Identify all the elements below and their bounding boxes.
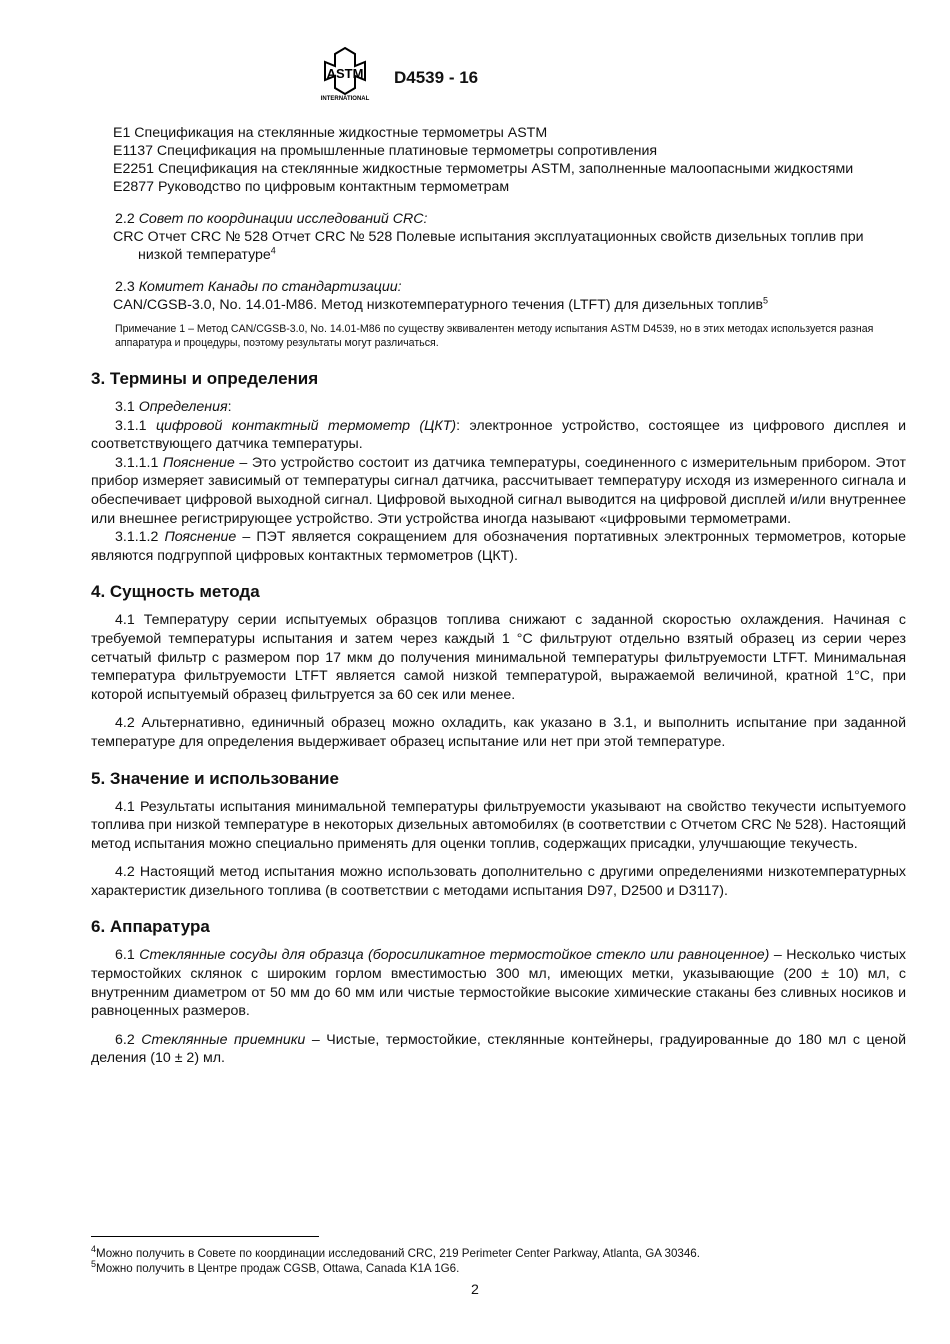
- section-6-heading: 6. Аппаратура: [91, 917, 210, 937]
- section-4-heading: 4. Сущность метода: [91, 582, 260, 602]
- astm-logo-icon: [316, 46, 374, 102]
- main-content: [91, 124, 906, 1068]
- document-id: D4539 - 16: [394, 68, 479, 87]
- para-3-1-1: [91, 417, 906, 454]
- subsection-2-3-title: [91, 278, 906, 296]
- footnote-mark-5: 5: [763, 295, 769, 306]
- footnote-divider: [91, 1236, 319, 1237]
- definition: : электронное устройство, состоящее из цифрового дисплея и соответствующего датчика температуры.: [91, 417, 907, 453]
- para-number: 3.1: [115, 399, 135, 415]
- footnote-5: [91, 1261, 906, 1276]
- para-number: 6.1: [115, 947, 135, 964]
- para-number: 3.1.1.2: [115, 529, 159, 546]
- para-title: Определения: [138, 399, 228, 415]
- para-6-2: [91, 1031, 906, 1068]
- logo-international-text: INTERNATIONAL: [320, 96, 370, 102]
- reference-e2251: E2251 Спецификация на стеклянные жидкостные термометры ASTM, заполненные малоопасными жидкостями: [113, 161, 854, 177]
- para-number: 3.1.1.1: [115, 454, 159, 471]
- footnote-mark: 4: [91, 1244, 97, 1255]
- para-5-2: 4.2 Настоящий метод испытания можно использовать дополнительно с другими определениями низкотемпературных характеристик дизельного топлива (в соответствии с методами испытания D97, D2500 и D3117).: [91, 864, 906, 899]
- reference-text: CRC Отчет CRC № 528 Отчет CRC № 528 Полевые испытания эксплуатационных свойств дизельных топлив при низкой температуре: [113, 229, 864, 263]
- note-1: Примечание 1 – Метод CAN/CGSB-3.0, No. 14.01-M86 по существу эквивалентен методу испытания ASTM D4539, но в этих методах используется разная аппаратура и процедуры, поэтому результаты могут различаться.: [115, 323, 874, 349]
- footnote-text: Можно получить в Совете по координации исследований CRC, 219 Perimeter Center Parkway, Atlanta, GA 30346.: [96, 1247, 700, 1260]
- para-text: – Чистые, термостойкие, стеклянные контейнеры, градуированные до 180 мл с ценой деления (10 ± 2) мл.: [91, 1031, 907, 1067]
- para-title: Стеклянные приемники: [141, 1031, 306, 1048]
- term: цифровой контактный термометр (ЦКТ): [155, 417, 457, 434]
- footnote-text: Можно получить в Центре продаж CGSB, Ottawa, Canada K1A 1G6.: [96, 1262, 460, 1275]
- page-number: 2: [471, 1282, 479, 1298]
- para-title: Стеклянные сосуды для образца (боросиликатное термостойкое стекло или равноценное): [139, 947, 770, 964]
- footnote-4: [91, 1246, 906, 1261]
- reference-text: CAN/CGSB-3.0, No. 14.01-M86. Метод низкотемпературного течения (LTFT) для дизельных топлив: [113, 297, 764, 313]
- section-5-heading: 5. Значение и использование: [91, 768, 339, 788]
- subsection-2-2-title: [91, 210, 906, 228]
- subsection-number: 2.3: [115, 279, 135, 295]
- subsection-title: Совет по координации исследований CRC:: [138, 211, 428, 227]
- reference-crc-528: [91, 228, 906, 264]
- para-4-2: 4.2 Альтернативно, единичный образец можно охладить, как указано в 3.1, и выполнить испытание при заданной температуре для определения выдерживает образец испытание или нет при этой температуре.: [91, 715, 906, 750]
- para-6-1: [91, 946, 906, 1020]
- reference-e1: E1 Спецификация на стеклянные жидкостные термометры ASTM: [113, 125, 548, 141]
- para-3-1-1-2: [91, 528, 906, 565]
- para-punct: :: [227, 399, 232, 415]
- subsection-number: 2.2: [115, 211, 135, 227]
- section-3-heading: 3. Термины и определения: [91, 369, 319, 388]
- reference-can-cgsb: [91, 296, 906, 314]
- explanation-text: – ПЭТ является сокращением для обозначения портативных электронных термометров, которые являются подгруппой цифровых контактных термометров (ЦКТ).: [91, 529, 906, 564]
- para-5-1: 4.1 Результаты испытания минимальной температуры фильтруемости указывают на свойство текучести испытуемого топлива при низкой температуре в некоторых дизельных автомобилях (в соответствии с Отчетом CRC № 528). Настоящий метод испытания можно специально применять для оценки топлив, содержащих присадки, улучшающие текучесть.: [91, 798, 906, 852]
- footnotes: [91, 1246, 906, 1276]
- explanation-text: – Это устройство состоит из датчика температуры, соединенного с измерительным прибором. Этот прибор измеряет зависимый от температуры сигнал датчика, рассчитывает температуру исходя из измеренного сигнала и обеспечивает цифровой выходной сигнал. Цифровой выходной сигнал выводится на цифровой дисплей и/или внутреннее или внешнее регистрирующее устройство. Эти устройства иногда называют «цифровыми термометрами.: [91, 454, 906, 527]
- explanation-label: Пояснение: [164, 529, 237, 546]
- para-number: 6.2: [115, 1031, 135, 1048]
- para-number: 3.1.1: [115, 417, 147, 434]
- footnote-mark-4: 4: [270, 245, 276, 256]
- subsection-title: Комитет Канады по стандартизации:: [138, 279, 402, 295]
- logo-mark-text: ASTM: [326, 66, 364, 81]
- explanation-label: Пояснение: [162, 454, 235, 471]
- para-3-1: [91, 398, 906, 417]
- reference-e2877: E2877 Руководство по цифровым контактным термометрам: [113, 179, 510, 195]
- para-4-1: 4.1 Температуру серии испытуемых образцов топлива снижают с заданной скоростью охлаждения. Начиная с требуемой температуры испытания и затем через каждый 1 °C фильтруют отдельно взятый образец из серии через сетчатый фильтр с размером пор 17 мкм до получения минимальной температуры фильтруемости LTFT. Минимальная температура фильтруемости LTFT является самой низкой температурой, выражаемой величиной, кратной 1°C, при которой испытуемый образец фильтруется за 60 сек или менее.: [91, 612, 906, 703]
- footnote-mark: 5: [91, 1259, 97, 1270]
- reference-e1137: E1137 Спецификация на промышленные платиновые термометры сопротивления: [113, 143, 658, 159]
- para-text: – Несколько чистых термостойких склянок с широким горлом вместимостью 300 мл, имеющих метки, указывающие (200 ± 10) мл, с внутренним диаметром от 50 мм до 60 мм или чистые термостойкие высокие химические стаканы без сливных носиков и равноценных размеров.: [91, 947, 906, 1020]
- para-3-1-1-1: [91, 454, 906, 528]
